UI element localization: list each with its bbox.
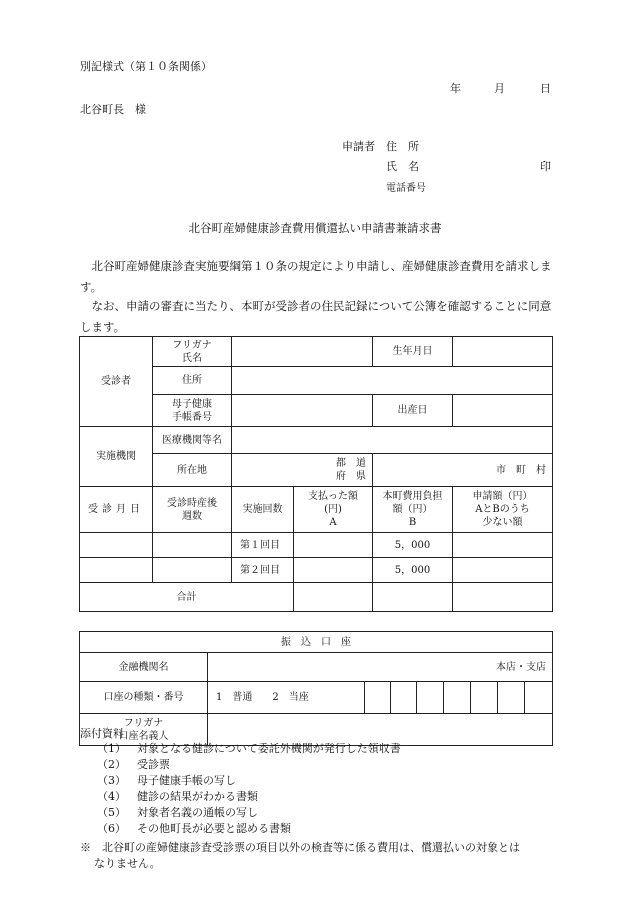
handbook-number-field[interactable]: [232, 395, 373, 427]
applicant-phone-label: 電話番号: [386, 183, 426, 194]
list-item: （1） 対象となる健診について委託外機関が発行した領収書: [97, 742, 401, 755]
furigana-name-label: フリガナ 氏名: [153, 337, 232, 367]
col-exam-count: 実施回数: [232, 487, 294, 533]
total-label: 合計: [80, 583, 294, 612]
exam-date-field[interactable]: [80, 558, 153, 583]
list-item: （5） 対象者名義の通帳の写し: [97, 806, 258, 819]
note-line-2: なりません。: [94, 857, 161, 870]
note: [80, 840, 555, 872]
address-label: 住所: [153, 367, 232, 395]
col-town-burden: 本町費用負担 額（円） B: [373, 487, 453, 533]
facility-name-label: 医療機関等名: [153, 427, 232, 454]
table-row: [80, 533, 553, 558]
claim-table: [79, 336, 553, 612]
handbook-number-label: 母子健康 手帳番号: [153, 395, 232, 427]
date-day-label: 日: [540, 82, 551, 95]
city-field[interactable]: 市 町 村: [373, 454, 553, 487]
town-burden-value: 5，000: [373, 558, 453, 583]
facility-name-field[interactable]: [232, 427, 553, 454]
bank-header: 振 込 口 座: [80, 632, 553, 653]
exam-count-label: 第１回目: [232, 533, 294, 558]
delivery-date-field[interactable]: [453, 395, 553, 427]
total-paid-field[interactable]: [294, 583, 373, 612]
total-claim-field[interactable]: [453, 583, 553, 612]
list-item: （2） 受診票: [97, 758, 170, 771]
institution-label: 金融機関名: [80, 653, 208, 682]
amount-paid-field[interactable]: [294, 558, 373, 583]
applicant-prefix: 申請者: [342, 140, 375, 153]
col-exam-date: 受診月日: [80, 487, 153, 533]
patient-header: 受診者: [80, 337, 153, 427]
location-label: 所在地: [153, 454, 232, 487]
account-digit-box[interactable]: [365, 682, 391, 714]
date-year-label: 年: [450, 82, 461, 95]
patient-name-field[interactable]: [232, 337, 373, 367]
claim-amount-field[interactable]: [453, 533, 553, 558]
seal-mark: 印: [540, 160, 551, 173]
amount-paid-field[interactable]: [294, 533, 373, 558]
list-item: （4） 健診の結果がわかる書類: [97, 790, 258, 803]
date-month-label: 月: [494, 82, 505, 95]
paragraph-consent: なお、申請の審査に当たり、本町が受診者の住民記録について公簿を確認することに同意します。: [80, 299, 552, 334]
postpartum-weeks-field[interactable]: [153, 558, 232, 583]
note-line-1: ※ 北谷町の産婦健康診査受診票の項目以外の検査等に係る費用は、償還払いの対象とは: [80, 841, 520, 854]
postpartum-weeks-field[interactable]: [153, 533, 232, 558]
exam-date-field[interactable]: [80, 533, 153, 558]
birthdate-field[interactable]: [453, 337, 553, 367]
account-digit-box[interactable]: [417, 682, 444, 714]
col-postpartum-weeks: 受診時産後 週数: [153, 487, 232, 533]
account-digit-box[interactable]: [498, 682, 525, 714]
col-amount-paid: 支払った額 (円) A: [294, 487, 373, 533]
list-item: （6） その他町長が必要と認める書類: [97, 822, 291, 835]
institution-field[interactable]: 本店・支店: [208, 653, 553, 682]
account-digit-box[interactable]: [525, 682, 553, 714]
addressee: 北谷町長 様: [80, 103, 146, 116]
account-digit-box[interactable]: [444, 682, 471, 714]
total-burden-field[interactable]: [373, 583, 453, 612]
applicant-name-label: 氏 名: [386, 160, 419, 173]
form-label: 別記様式（第１０条関係）: [80, 60, 212, 73]
attachments-list: [97, 741, 401, 837]
attachments-title: 添付資料: [80, 727, 124, 740]
account-digit-box[interactable]: [391, 682, 417, 714]
document-title: 北谷町産婦健康診査費用償還払い申請書兼請求書: [188, 221, 442, 235]
applicant-address-label: 住 所: [386, 140, 419, 153]
patient-address-field[interactable]: [232, 367, 553, 395]
account-digit-box[interactable]: [471, 682, 498, 714]
exam-count-label: 第２回目: [232, 558, 294, 583]
claim-amount-field[interactable]: [453, 558, 553, 583]
town-burden-value: 5，000: [373, 533, 453, 558]
list-item: （3） 母子健康手帳の写し: [97, 774, 236, 787]
table-row: [80, 558, 553, 583]
facility-header: 実施機関: [80, 427, 153, 487]
prefecture-field[interactable]: 都 道 府 県: [232, 454, 373, 487]
paragraph-request: 北谷町産婦健康診査実施要綱第１０条の規定により申請し、産婦健康診査費用を請求します。: [80, 259, 552, 294]
birthdate-label: 生年月日: [373, 337, 453, 367]
account-type-options[interactable]: 1 普通 2 当座: [208, 682, 365, 714]
account-type-label: 口座の種類・番号: [80, 682, 208, 714]
bank-account-table: [79, 631, 553, 746]
account-holder-label: フリガナ 口座名義人: [80, 714, 208, 746]
delivery-date-label: 出産日: [373, 395, 453, 427]
col-claim-amount: 申請額（円） AとBのうち 少ない額: [453, 487, 553, 533]
